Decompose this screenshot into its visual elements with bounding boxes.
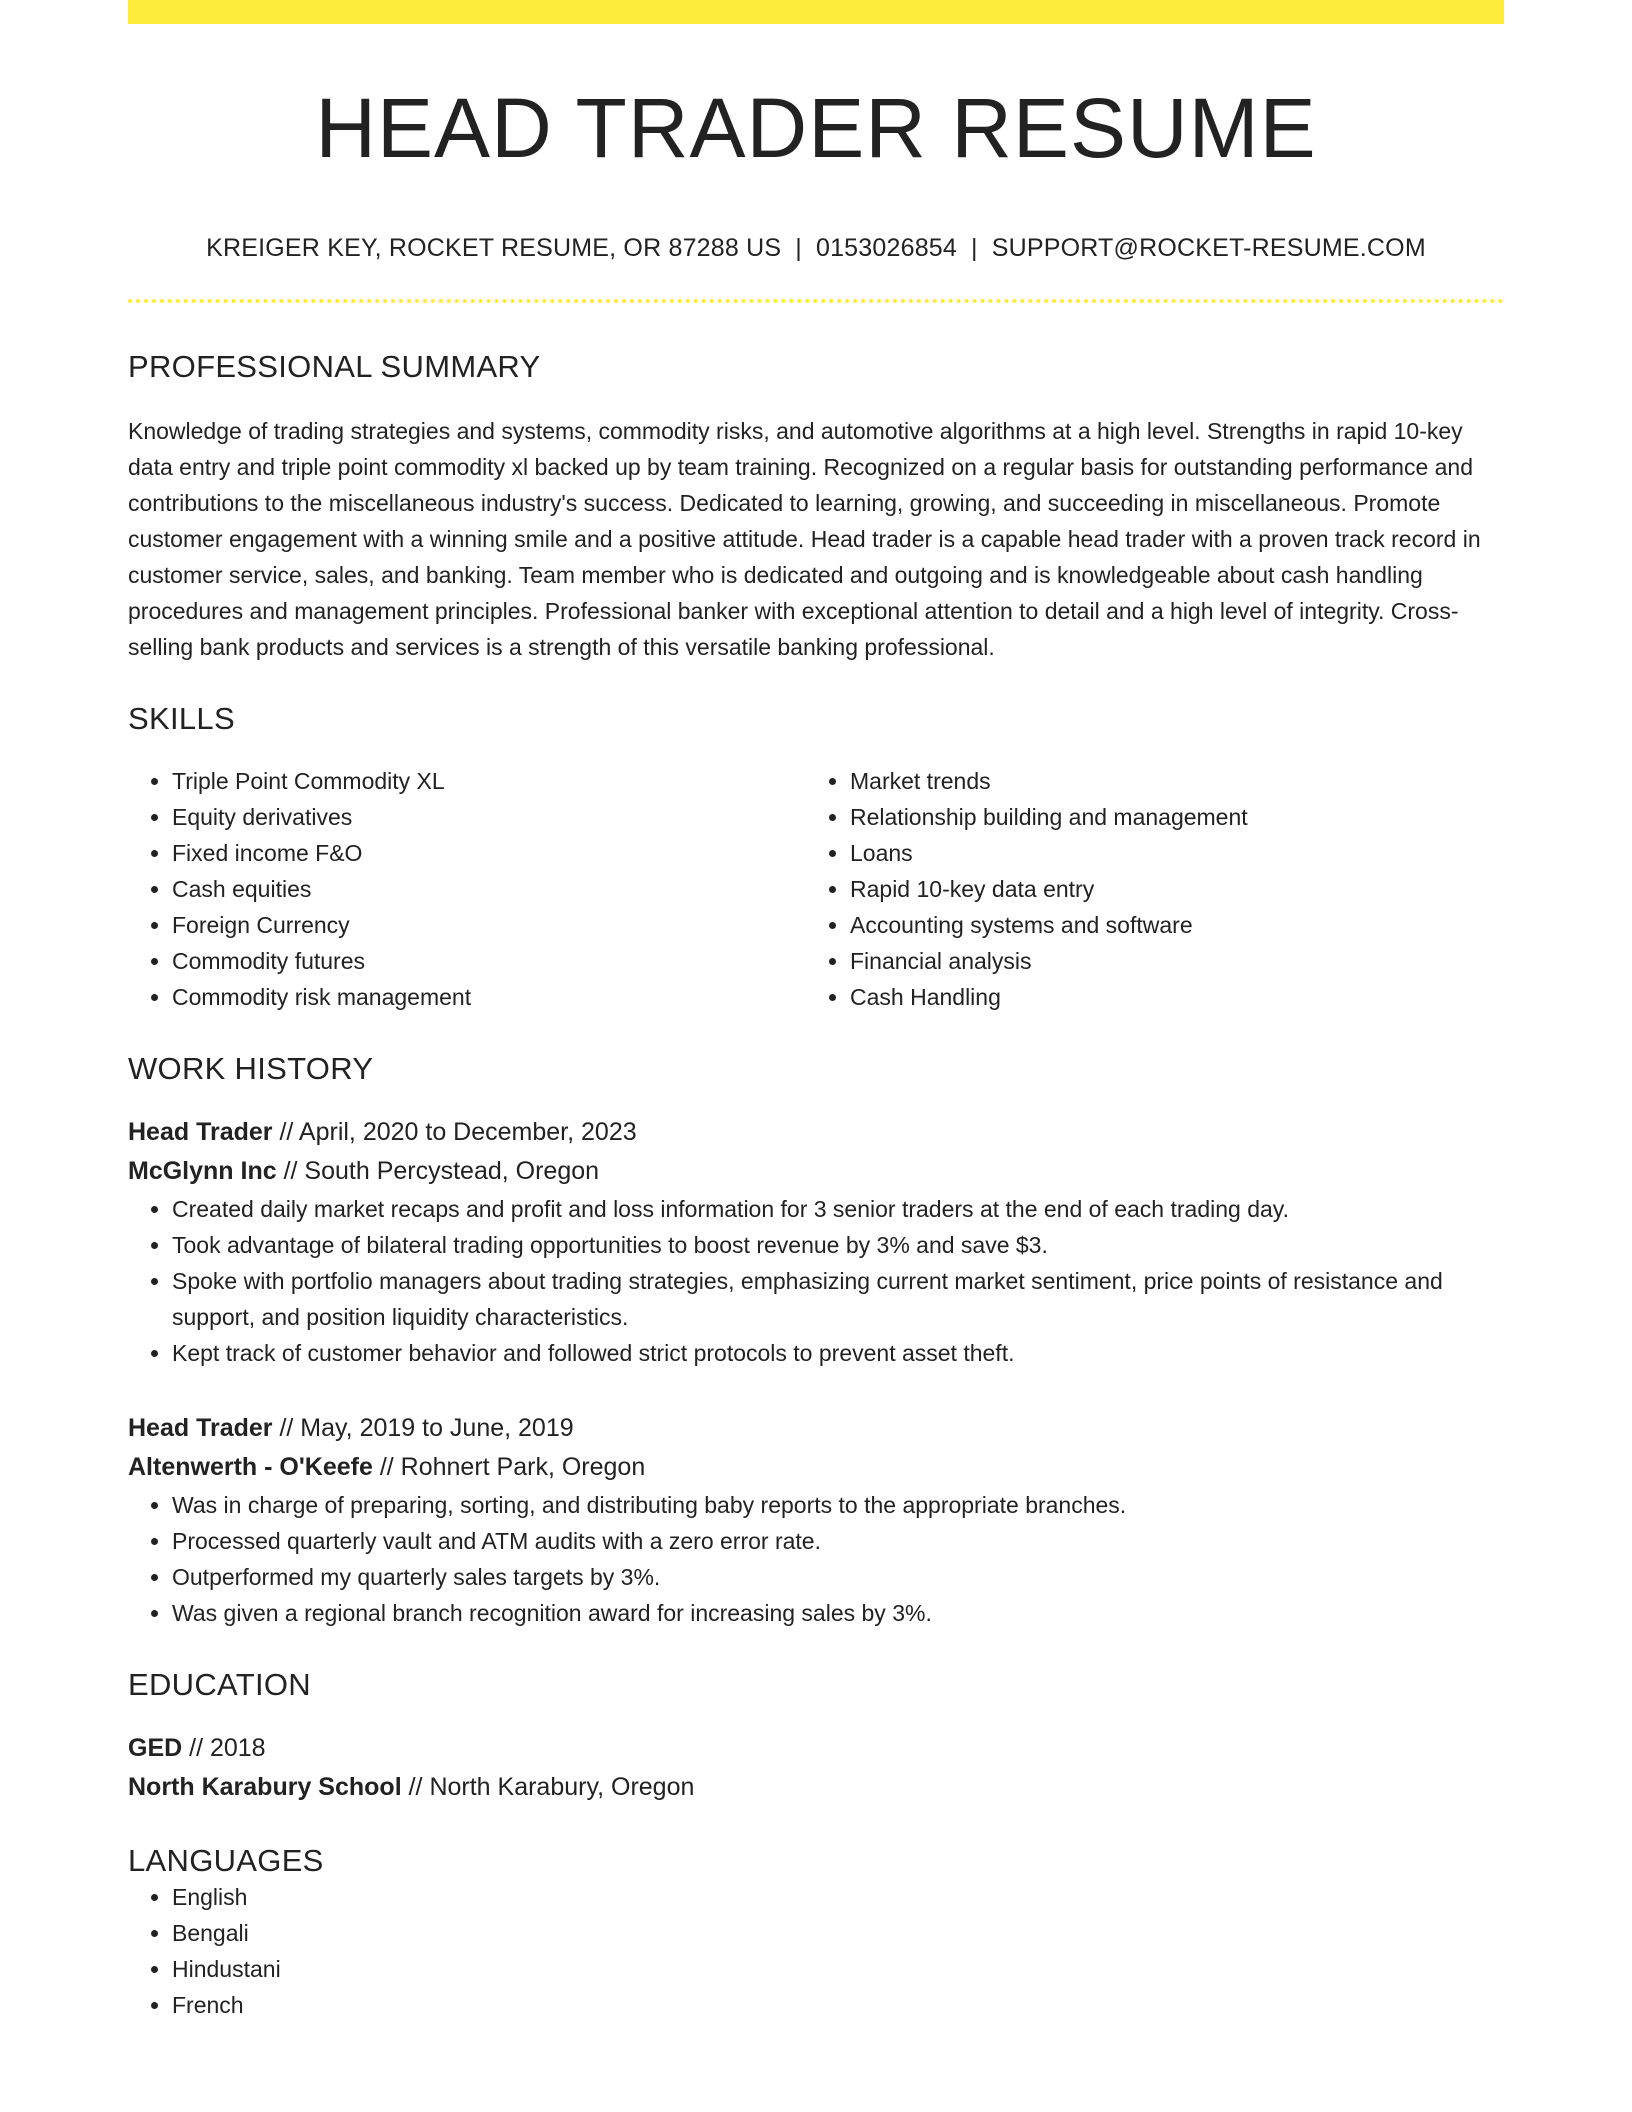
job-entry xyxy=(128,1409,1504,1631)
skill-item: • Financial analysis xyxy=(850,943,1484,979)
job-title: Head Trader xyxy=(128,1118,273,1147)
skills-list-right xyxy=(806,763,1484,1015)
skill-item: • Foreign Currency xyxy=(172,907,806,943)
job-title-line xyxy=(128,1409,1504,1448)
top-accent-bar xyxy=(128,0,1504,24)
summary-heading: PROFESSIONAL SUMMARY xyxy=(128,349,541,385)
contact-phone: 0153026854 xyxy=(815,234,958,263)
job-bullet: • Took advantage of bilateral trading opportunities to boost revenue by 3% and save $3. xyxy=(172,1227,1504,1263)
degree-year: // 2018 xyxy=(182,1734,266,1763)
job-bullet: • Created daily market recaps and profit and loss information for 3 senior traders at the end of each trading day. xyxy=(172,1191,1504,1227)
language-item: • French xyxy=(172,1987,1504,2023)
job-bullet: • Was given a regional branch recognition award for increasing sales by 3%. xyxy=(172,1595,1504,1631)
work-history-heading: WORK HISTORY xyxy=(128,1051,374,1087)
contact-separator: | xyxy=(971,234,978,263)
job-dates: // April, 2020 to December, 2023 xyxy=(272,1118,637,1147)
skill-item: • Commodity risk management xyxy=(172,979,806,1015)
contact-separator: | xyxy=(795,234,802,263)
job-entry xyxy=(128,1113,1504,1371)
job-bullet: • Spoke with portfolio managers about trading strategies, emphasizing current market sentiment, price points of resistance and support, and position liquidity characteristics. xyxy=(172,1263,1504,1335)
degree-line xyxy=(128,1729,1504,1768)
job-dates: // May, 2019 to June, 2019 xyxy=(272,1414,574,1443)
job-bullet: • Was in charge of preparing, sorting, and distributing baby reports to the appropriate branches. xyxy=(172,1487,1504,1523)
contact-line xyxy=(128,234,1504,263)
job-location: // Rohnert Park, Oregon xyxy=(372,1453,646,1482)
skill-item: • Accounting systems and software xyxy=(850,907,1484,943)
skill-item: • Cash Handling xyxy=(850,979,1484,1015)
skill-item: • Rapid 10-key data entry xyxy=(850,871,1484,907)
languages-heading: LANGUAGES xyxy=(128,1843,324,1879)
job-title-line xyxy=(128,1113,1504,1152)
job-location: // South Percystead, Oregon xyxy=(276,1157,600,1186)
job-title: Head Trader xyxy=(128,1414,273,1443)
skill-item: • Relationship building and management xyxy=(850,799,1484,835)
job-company: McGlynn Inc xyxy=(128,1157,277,1186)
school-location: // North Karabury, Oregon xyxy=(401,1773,695,1802)
resume-content xyxy=(128,0,1504,2023)
education-entry xyxy=(128,1729,1504,1807)
language-item: • English xyxy=(172,1879,1504,1915)
skill-item: • Market trends xyxy=(850,763,1484,799)
job-bullet: • Outperformed my quarterly sales targets by 3%. xyxy=(172,1559,1504,1595)
language-item: • Bengali xyxy=(172,1915,1504,1951)
page-title: HEAD TRADER RESUME xyxy=(315,81,1317,175)
languages-list xyxy=(128,1879,1504,2023)
job-bullets xyxy=(128,1487,1504,1631)
skill-item: • Cash equities xyxy=(172,871,806,907)
job-company-line xyxy=(128,1448,1504,1487)
education-heading: EDUCATION xyxy=(128,1667,311,1703)
contact-address: KREIGER KEY, ROCKET RESUME, OR 87288 US xyxy=(206,234,782,263)
job-company: Altenwerth - O'Keefe xyxy=(128,1453,373,1482)
skills-heading: SKILLS xyxy=(128,701,235,737)
skills-columns xyxy=(128,763,1504,1015)
job-bullet: • Processed quarterly vault and ATM audits with a zero error rate. xyxy=(172,1523,1504,1559)
contact-email: SUPPORT@ROCKET-RESUME.COM xyxy=(991,234,1426,263)
skill-item: • Fixed income F&O xyxy=(172,835,806,871)
summary-text: Knowledge of trading strategies and systems, commodity risks, and automotive algorithms at a high level. Strengths in rapid 10-key data entry and triple point commodity xl backed up by team training. Recognized on a regular basis for outstanding performance and contributions to the miscellaneous industry's success. Dedicated to learning, growing, and succeeding in miscellaneous. Promote customer engagement with a winning smile and a positive attitude. Head trader is a capable head trader with a proven track record in customer service, sales, and banking. Team member who is dedicated and outgoing and is knowledgeable about cash handling procedures and management principles. Professional banker with exceptional attention to detail and a high level of integrity. Cross-selling bank products and services is a strength of this versatile banking professional. xyxy=(128,418,1481,661)
skill-item: • Commodity futures xyxy=(172,943,806,979)
skill-item: • Triple Point Commodity XL xyxy=(172,763,806,799)
language-item: • Hindustani xyxy=(172,1951,1504,1987)
skills-list-left xyxy=(128,763,806,1015)
school: North Karabury School xyxy=(128,1773,402,1802)
degree: GED xyxy=(128,1734,183,1763)
skill-item: • Equity derivatives xyxy=(172,799,806,835)
school-line xyxy=(128,1768,1504,1807)
job-bullet: • Kept track of customer behavior and followed strict protocols to prevent asset theft. xyxy=(172,1335,1504,1371)
dotted-divider xyxy=(128,299,1504,303)
job-company-line xyxy=(128,1152,1504,1191)
job-bullets xyxy=(128,1191,1504,1371)
skill-item: • Loans xyxy=(850,835,1484,871)
